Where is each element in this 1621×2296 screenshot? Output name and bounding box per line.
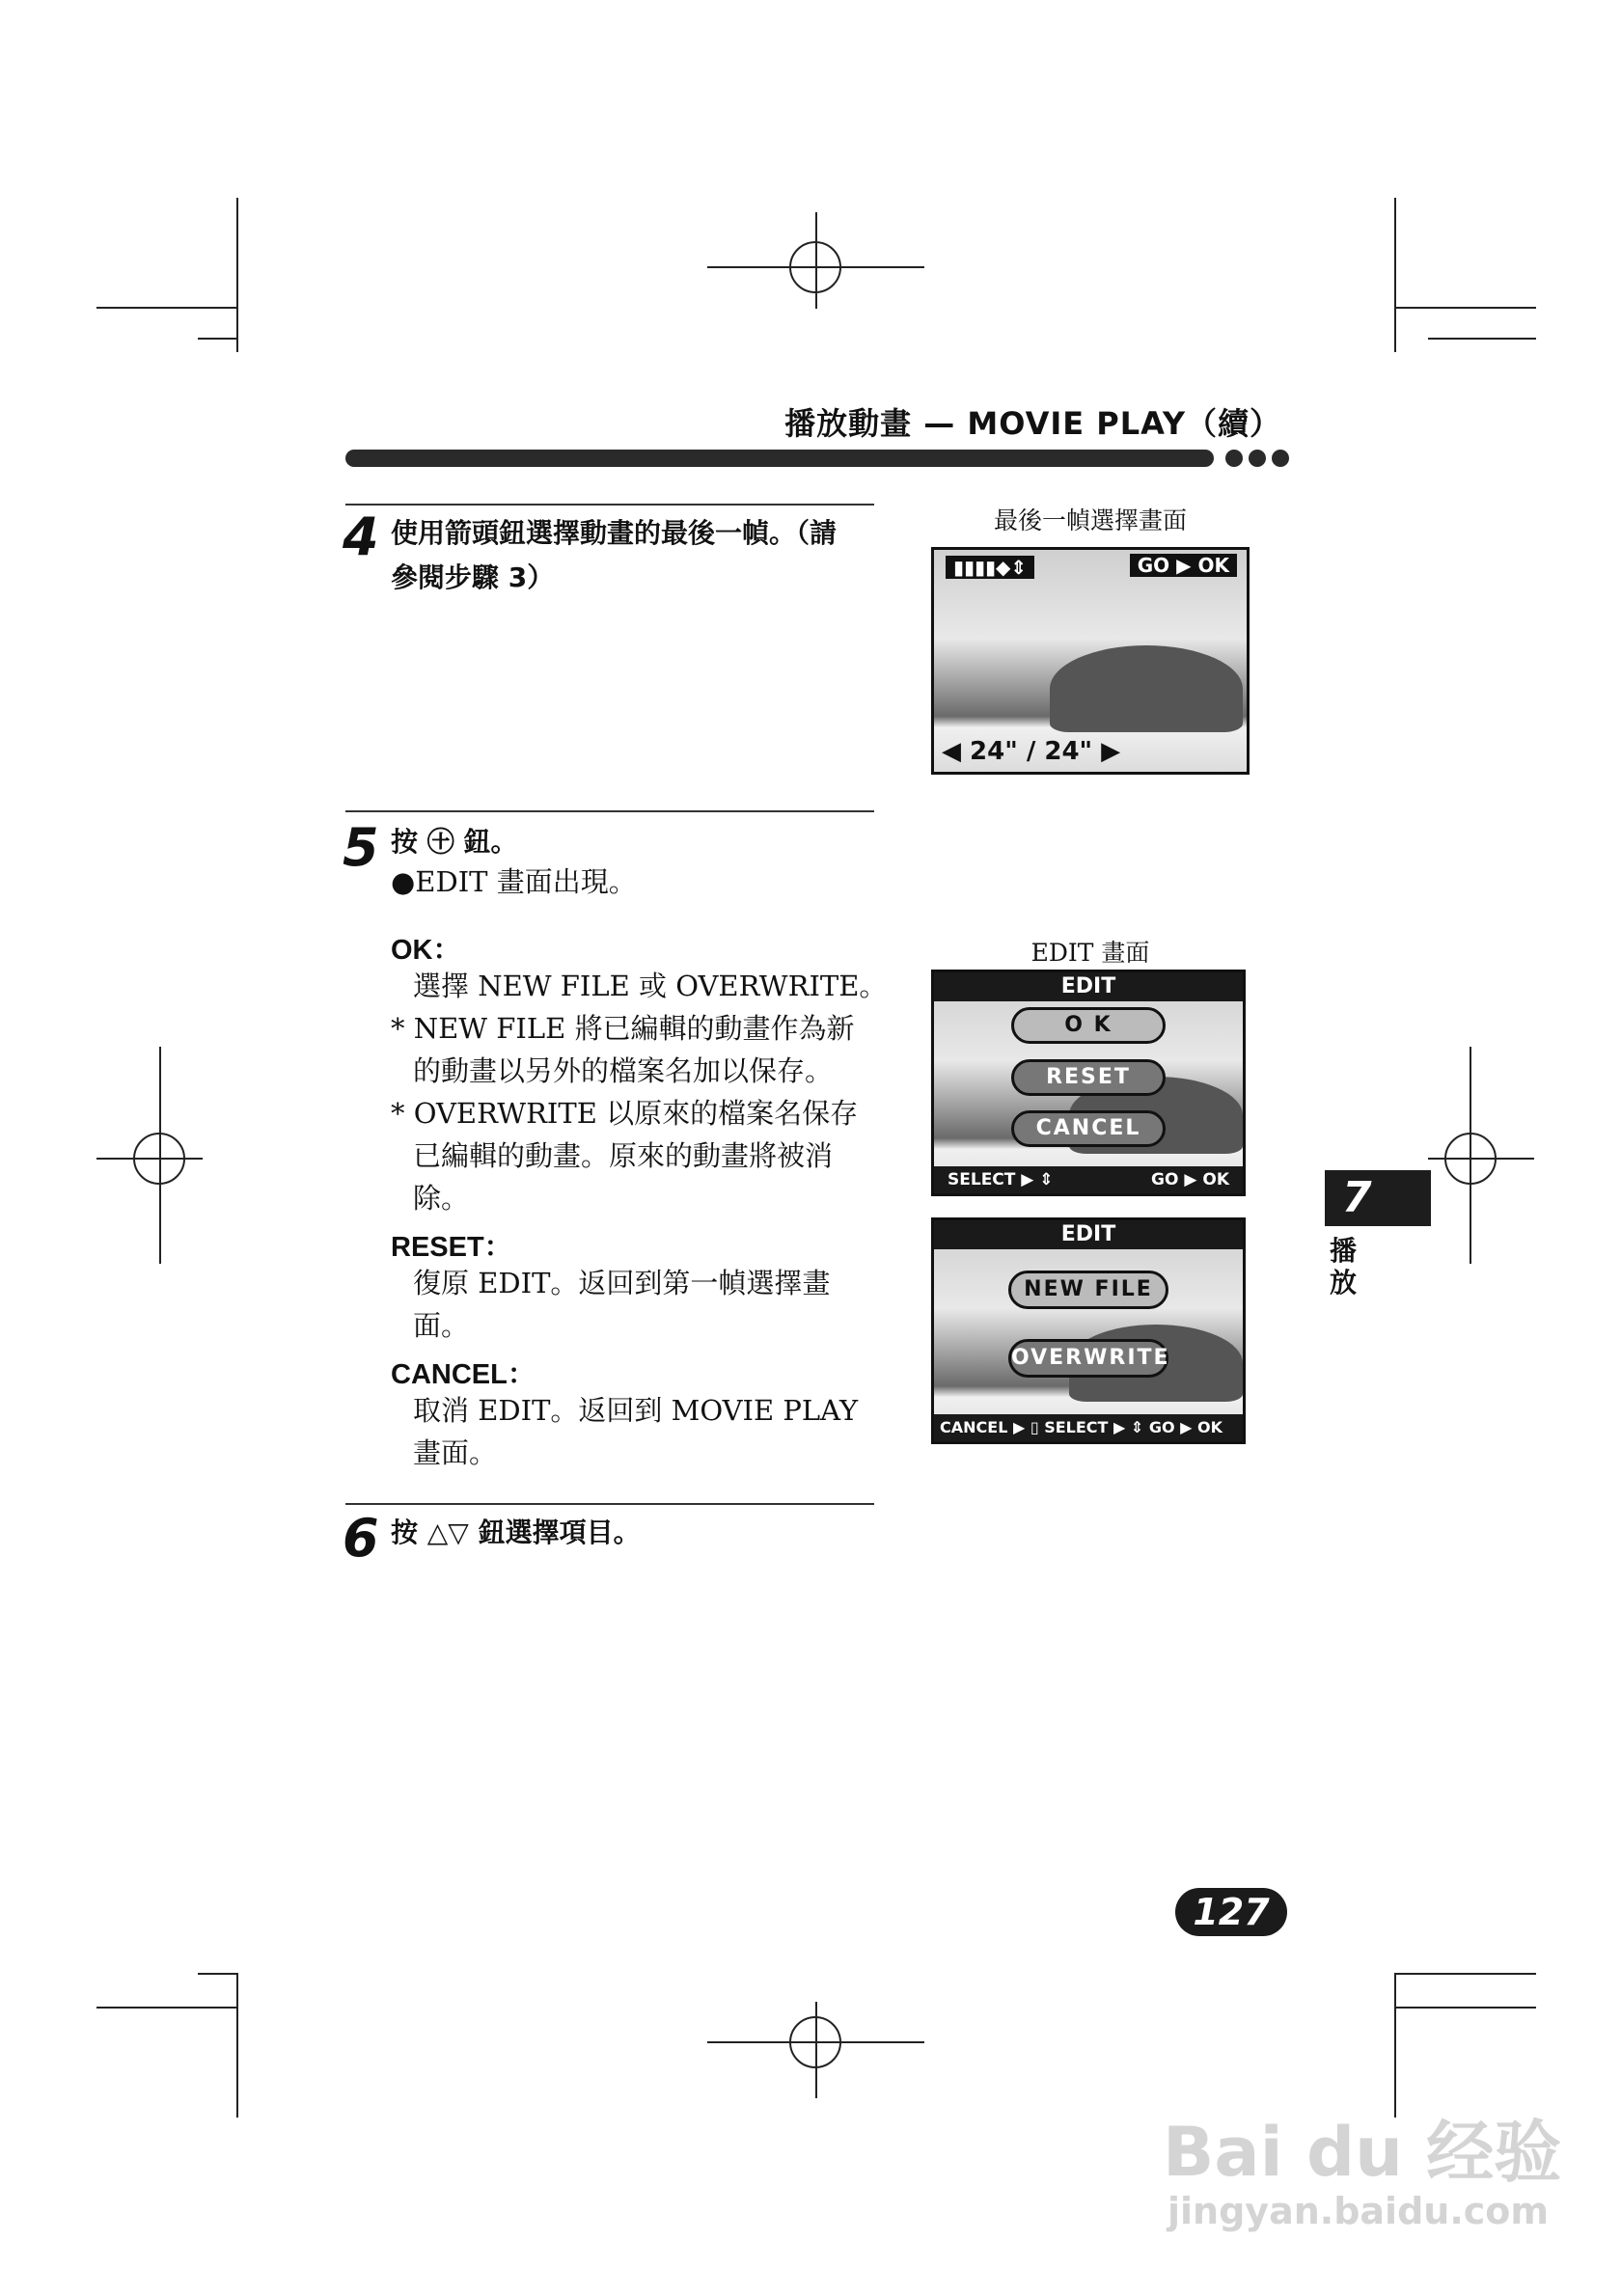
step-6-text: 按 △▽ 鈕選擇項目。 [391, 1517, 641, 1548]
palm-trees [1050, 645, 1243, 732]
step-4-text [391, 511, 873, 600]
header-rule [345, 450, 1214, 467]
edit-save-screen [931, 1217, 1246, 1444]
header-dot [1249, 450, 1266, 467]
screen-top-bar [934, 550, 1247, 581]
overwrite-option: OVERWRITE [1008, 1339, 1168, 1378]
new-file-option: NEW FILE [1008, 1271, 1168, 1309]
step-number: 5 [343, 817, 379, 878]
go-ok-hint: GO ▶ OK [1151, 1170, 1229, 1189]
timeline-icon: ▮▮▮▮◆⇕ [946, 556, 1034, 579]
reset-heading: RESET： [391, 1232, 512, 1263]
go-ok-label: GO ▶ OK [1130, 554, 1237, 577]
baidu-watermark-url: jingyan.baidu.com [1168, 2190, 1549, 2232]
cancel-line: 取消 EDIT。返回到 MOVIE PLAY [413, 1394, 859, 1427]
screen-caption: 最後一幀選擇畫面 [993, 506, 1187, 534]
page-number: 127 [1175, 1888, 1287, 1936]
reset-line: 面。 [413, 1309, 470, 1342]
ok-line: * OVERWRITE 以原來的檔案名保存 [391, 1097, 859, 1130]
header-dot [1225, 450, 1243, 467]
chapter-tab: 7 [1325, 1170, 1431, 1226]
section-header-title: 播放動畫 — MOVIE PLAY（續） [784, 405, 1281, 442]
edit-screen [931, 970, 1246, 1196]
bullet-text: ●EDIT 畫面出現。 [391, 865, 637, 898]
last-frame-screen [931, 547, 1250, 775]
header-dot [1272, 450, 1289, 467]
step-divider [345, 1503, 874, 1505]
cancel-line: 畫面。 [413, 1436, 498, 1469]
cancel-heading: CANCEL： [391, 1359, 536, 1390]
select-hint: SELECT ▶ ⇕ [948, 1170, 1054, 1189]
ok-heading: OK： [391, 935, 461, 966]
step-divider [345, 504, 874, 506]
ok-line: 已編輯的動畫。原來的動畫將被消 [413, 1139, 834, 1172]
step-divider [345, 810, 874, 812]
chapter-label: 放 [1330, 1267, 1358, 1298]
ok-line: 選擇 NEW FILE 或 OVERWRITE。 [413, 970, 888, 1002]
baidu-watermark-logo: Bai du 经验 [1163, 2113, 1562, 2192]
ok-line: 除。 [413, 1182, 470, 1215]
ok-line: * NEW FILE 將已編輯的動畫作為新 [391, 1012, 855, 1045]
step-4-line: 使用箭頭鈕選擇動畫的最後一幀。（請 [391, 517, 838, 549]
step-4-line: 參閱步驟 3） [391, 561, 555, 593]
ok-option: O K [1011, 1007, 1166, 1044]
ok-line: 的動畫以另外的檔案名加以保存。 [413, 1054, 834, 1087]
reset-option: RESET [1011, 1059, 1166, 1096]
edit-screen-title: EDIT [934, 972, 1243, 1001]
step-number: 6 [343, 1508, 379, 1569]
edit-screen-bottom-bar [934, 1166, 1243, 1193]
edit-screen-bottom-bar [934, 1414, 1243, 1441]
edit-screen-title: EDIT [934, 1220, 1243, 1249]
step-number: 4 [343, 506, 379, 567]
cancel-option: CANCEL [1011, 1110, 1166, 1147]
chapter-label: 播 [1330, 1235, 1358, 1267]
reset-line: 復原 EDIT。返回到第一幀選擇畫 [413, 1267, 831, 1299]
screen-caption: EDIT 畫面 [1030, 939, 1150, 967]
step-5-title: 按 ㊉ 鈕。 [391, 826, 518, 858]
screen-hints: CANCEL ▶ ▯ SELECT ▶ ⇕ GO ▶ OK [940, 1418, 1223, 1436]
frame-time-readout: ◀ 24" / 24" ▶ [942, 737, 1121, 766]
